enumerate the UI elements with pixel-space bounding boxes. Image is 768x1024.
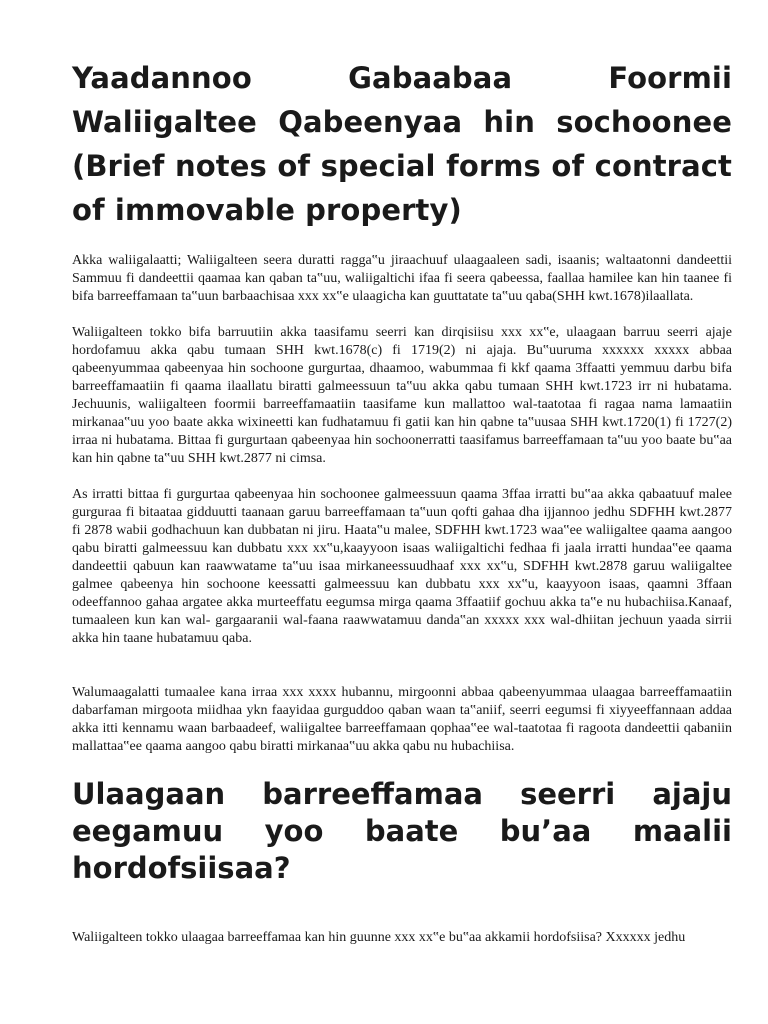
paragraph-3: As irratti bittaa fi gurgurtaa qabeenyaa hin sochoonee galmeessuun qaama 3ffaa irratti bu‟aa akka qabaatuuf malee gurguraa fi bitaataa gidduutti taanaan garuu barreeffamaan ta‟uun qofti gahaa dha ijjannoo jedhu SDFHH kwt.2877 fi 2878 wabii godhachuun kan dubbatan ni jiru. Haata‟u malee, SDFHH kwt.1723 waa‟ee waliigaltee qaama aangoo qabu biratti galmeessuu kan dubbatu xxx xx‟u,kaayyoon isaas waliigaltichi fedhaa fi jaala irratti hundaa‟ee qaama dandeettii qabuun kan raawwatame ta‟uu isaa mirkaneessuudhaaf xxx xx‟u, SDFHH kwt.2878 garuu waliigaltee galmee qabeenya hin sochoone keessatti galmeessuu kan dubbatu xxx xx‟u, kaayyoon isaas, qaamni 3ffaan odeeffannoo gahaa argatee akka murteeffatu eegumsa mirga qaama 3ffaatiif gochuu akka ta‟e nu hubachiisa.Kanaaf, tumaaleen kun kan wal- gargaaranii wal-faana raawwatamuu danda‟an xxxxx xxx wal-dhiitan jechuun yaada sirrii akka hin taane hubatamuu qaba.	[72, 487, 732, 646]
paragraph-spacer	[72, 648, 732, 684]
document-title: Yaadannoo Gabaabaa Foormii Waliigaltee Qabeenyaa hin sochoonee (Brief notes of special forms of contract of immovable property)	[72, 61, 732, 227]
paragraph-spacer	[72, 468, 732, 486]
paragraph-4: Walumaagalatti tumaalee kana irraa xxx xxxx hubannu, mirgoonni abbaa qabeenyummaa ulaagaa barreeffamaatiin dabarfaman mirgoota miidhaa ykn faayidaa gurguddoo qaban waan ta‟aniif, seerri eegumsi fi xiyyeeffannaan addaa akka itti kennamu waan barbaadeef, waliigaltee barreeffamaan qophaa‟ee wal-taatotaa fi ragoota dandeettii qabaniin mallattaa‟ee qaama aangoo qabu biratti mirkanaa‟uu akka qabu nu hubachiisa.	[72, 685, 732, 754]
paragraph-1: Akka waliigalaatti; Waliigalteen seera duratti ragga‟u jiraachuuf ulaagaaleen sadi, isaanis; waltaatonni dandeettii Sammuu fi dandeettii qaamaa kan qaban ta‟uu, waliigaltichi ifaa fi seera qabeessa, faallaa hamilee kan hin taanee fi bifa barreeffamaan ta‟uun barbaachisaa xxx xx‟e ulaagicha kan guuttatate ta‟uu qaba(SHH kwt.1678)ilaallata.	[72, 253, 732, 304]
paragraph-spacer	[72, 756, 732, 776]
document-page	[72, 56, 732, 947]
section-heading: Ulaagaan barreeffamaa seerri ajaju eegamuu yoo baate bu’aa maalii hordofsiisaa?	[72, 777, 732, 885]
paragraph-2: Waliigalteen tokko bifa barruutiin akka taasifamu seerri kan dirqisiisu xxx xx‟e, ulaagaan barruu seerri ajaje hordofamuu akka qabu tumaan SHH kwt.1678(c) fi 1719(2) ni ajaja. Bu‟uuruma xxxxxx xxxxx abbaa qabeenyummaa qabeenyaa hin sochoone gurgurtaa, dhaamoo, wabummaa fi kkf qaama 3ffaatti yemmuu darbu bifa barreeffamaatiin fi qaama ilaallatu biratti galmeessuun ta‟uu akka qabu tumaan SHH kwt.1723 irr ni hubatama. Jechuunis, waliigalteen foormii barreeffamaatiin taasifame kun mallattoo wal-taatotaa fi ragaa nama lamaatiin mirkanaa‟uu yoo baate akka wixineetti kan fudhatamuu fi gatii kan hin qabne ta‟uusaa SHH kwt.1720(1) fi 1727(2) irraa ni hubatama. Bittaa fi gurgurtaan qabeenyaa hin sochoonerratti taasifamus barreeffamaan ta‟uu yoo baate bu‟aa kan hin qabne ta‟uu SHH kwt.2877 ni cimsa.	[72, 325, 732, 466]
paragraph-spacer	[72, 306, 732, 324]
paragraph-5: Waliigalteen tokko ulaagaa barreeffamaa kan hin guunne xxx xx‟e bu‟aa akkamii hordofsiisa? Xxxxxx jedhu	[72, 930, 686, 945]
